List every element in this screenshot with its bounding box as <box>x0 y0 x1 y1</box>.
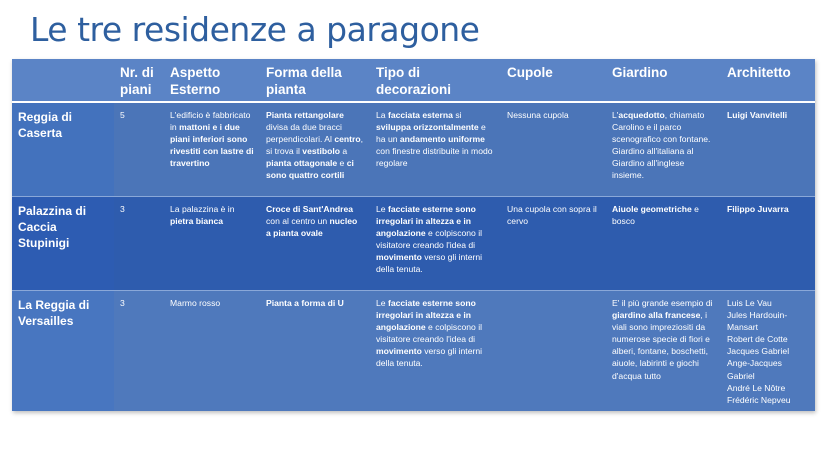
header-cell-architetto: Architetto <box>721 59 815 102</box>
cell-text-segment: divisa da due bracci perpendicolari. Al <box>266 122 342 145</box>
cell-text-segment: con al centro un <box>266 216 330 227</box>
cell-architetto <box>721 291 815 412</box>
cell-architetto <box>721 197 815 291</box>
cell-text-segment: facciate esterne sono irregolari in altezza e in angolazione <box>376 298 476 333</box>
cell-piani: 5 <box>114 102 164 197</box>
cell-giardino <box>606 197 721 291</box>
cell-text-segment: Pianta a forma di U <box>266 298 344 308</box>
cell-text-segment: con finestre distribuite in modo regolare <box>376 146 493 169</box>
cell-text-segment: Le <box>376 298 388 308</box>
cell-text-segment: mattoni e i due piani inferiori sono rivestiti con lastre di travertino <box>170 122 254 169</box>
cell-giardino <box>606 102 721 197</box>
cell-text-segment: Aiuole geometriche <box>612 204 692 214</box>
cell-text-segment: pietra bianca <box>170 216 224 227</box>
cell-text-segment: Marmo rosso <box>170 298 221 308</box>
cell-text-segment: L'edificio è fabbricato in <box>170 110 251 133</box>
header-cell-pianta: Forma della pianta <box>260 59 370 102</box>
page-title: Le tre residenze a paragone <box>30 10 480 49</box>
cell-text-segment: movimento <box>376 252 422 263</box>
cell-text-segment: ci sono quattro cortili <box>266 158 354 181</box>
cell-cupole <box>501 102 606 197</box>
cell-piani: 3 <box>114 291 164 412</box>
cell-text-segment: Croce di Sant'Andrea <box>266 204 354 214</box>
architect-name: Frédéric Nepveu <box>727 394 791 405</box>
cell-text-segment: , i viali sono impreziositi da numerose specie di fiori e alberi, fontane, boschetti, aiuole, labirinti e giochi d'acqua tutto <box>612 310 710 381</box>
architect-name: Jacques Gabriel <box>727 346 790 357</box>
cell-pianta <box>260 197 370 291</box>
row-name: Reggia di Caserta <box>12 102 114 197</box>
row-name: La Reggia di Versailles <box>12 291 114 412</box>
header-cell-piani: Nr. di piani <box>114 59 164 102</box>
cell-text-segment: L' <box>612 110 619 120</box>
comparison-table <box>12 59 815 411</box>
cell-text-segment: E' il più grande esempio di <box>612 298 713 308</box>
cell-text-segment: facciata esterna <box>387 110 453 120</box>
cell-text-segment: movimento <box>376 346 422 357</box>
cell-text-segment: Pianta rettangolare <box>266 110 344 120</box>
cell-text-segment: , si trova il <box>266 134 363 157</box>
table-row <box>12 102 815 197</box>
cell-text-segment: Una cupola con sopra il cervo <box>507 204 597 227</box>
cell-pianta <box>260 291 370 412</box>
architect-name: Robert de Cotte <box>727 334 788 345</box>
architect-name: Ange-Jacques Gabriel <box>727 358 782 381</box>
cell-giardino <box>606 291 721 412</box>
architect-name: Filippo Juvarra <box>727 204 789 214</box>
cell-decorazioni <box>370 102 501 197</box>
architect-name: Luigi Vanvitelli <box>727 110 788 120</box>
table-row <box>12 291 815 412</box>
cell-text-segment: La palazzina è in <box>170 204 235 214</box>
cell-aspetto <box>164 102 260 197</box>
cell-text-segment: facciate esterne sono irregolari in altezza e in angolazione <box>376 204 476 239</box>
cell-architetto <box>721 102 815 197</box>
cell-text-segment: pianta ottagonale <box>266 158 338 169</box>
cell-text-segment: verso gli interni della tenuta. <box>376 252 483 275</box>
header-cell-cupole: Cupole <box>501 59 606 102</box>
cell-text-segment: , chiamato Carolino e il parco scenografico con fontane. Giardino all'italiana al Giardino all'inglese insieme. <box>612 110 711 181</box>
cell-decorazioni <box>370 291 501 412</box>
cell-text-segment: e ha un <box>376 122 486 145</box>
architect-name: Jules Hardouin-Mansart <box>727 310 788 333</box>
cell-decorazioni <box>370 197 501 291</box>
cell-text-segment: e colpiscono il visitatore creando l'idea di <box>376 322 483 345</box>
cell-piani: 3 <box>114 197 164 291</box>
cell-text-segment: nucleo a pianta ovale <box>266 216 358 239</box>
cell-text-segment: e <box>337 158 347 169</box>
cell-text-segment: e bosco <box>612 204 699 227</box>
header-cell-blank <box>12 59 114 102</box>
cell-text-segment: Le <box>376 204 388 214</box>
cell-text-segment: Nessuna cupola <box>507 110 569 120</box>
cell-text-segment: a <box>340 146 348 157</box>
architect-name: Luis Le Vau <box>727 298 772 308</box>
row-name: Palazzina di Caccia Stupinigi <box>12 197 114 291</box>
cell-text-segment: acquedotto <box>618 110 665 120</box>
cell-pianta <box>260 102 370 197</box>
cell-aspetto <box>164 197 260 291</box>
cell-text-segment: e colpiscono il visitatore creando l'idea di <box>376 228 483 251</box>
cell-text-segment: sviluppa orizzontalmente <box>376 122 479 133</box>
header-cell-aspetto: Aspetto Esterno <box>164 59 260 102</box>
table-row <box>12 197 815 291</box>
cell-cupole <box>501 291 606 412</box>
cell-text-segment: verso gli interni della tenuta. <box>376 346 483 369</box>
cell-text-segment: andamento uniforme <box>399 134 485 145</box>
cell-aspetto <box>164 291 260 412</box>
header-cell-decorazioni: Tipo di decorazioni <box>370 59 501 102</box>
cell-cupole <box>501 197 606 291</box>
cell-text-segment: centro <box>334 134 361 145</box>
header-cell-giardino: Giardino <box>606 59 721 102</box>
table-header-row <box>12 59 815 102</box>
cell-text-segment: vestibolo <box>302 146 341 157</box>
architect-name: André Le Nôtre <box>727 382 786 393</box>
cell-text-segment: si <box>452 110 462 120</box>
cell-text-segment: La <box>376 110 388 120</box>
cell-text-segment: giardino alla francese <box>612 310 701 321</box>
